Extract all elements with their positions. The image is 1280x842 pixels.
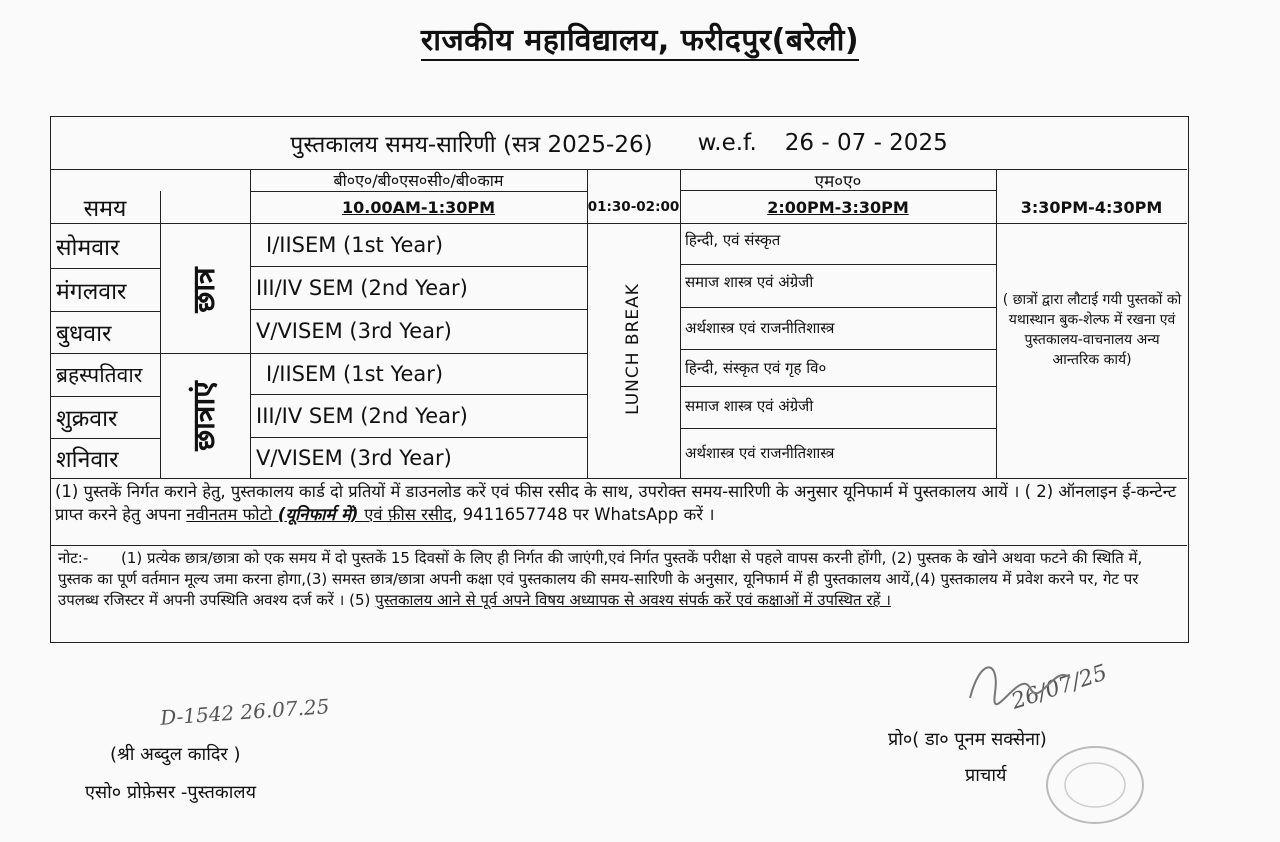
slot-afternoon: 2:00PM-3:30PM (767, 197, 909, 217)
wef-date: 26 - 07 - 2025 (784, 130, 948, 156)
right-signatory-title: प्राचार्य (965, 765, 1007, 786)
uniform-text: (यूनिफार्म में) (272, 505, 365, 524)
slot-morning: 10.00AM-1:30PM (342, 197, 495, 217)
college-title: राजकीय महाविद्यालय, फरीदपुर(बरेली) (0, 18, 1280, 59)
principal-signature (960, 648, 1090, 718)
timetable-heading: पुस्तकालय समय-सारिणी (सत्र 2025-26) w.e.f. 26 - 07 - 2025 (290, 130, 948, 158)
sem-row-4: I/IISEM (1st Year) (266, 361, 444, 386)
right-signatory-name: प्रो०( डा० पूनम सक्सेना) (888, 729, 1047, 750)
sem-row-1: I/IISEM (1st Year) (266, 233, 444, 257)
day-monday: सोमवार (56, 235, 120, 261)
day-thursday: ब्रहस्पतिवार (56, 362, 143, 387)
sem-row-3: V/VISEM (3rd Year) (256, 319, 452, 343)
course-pg-header: एम०ए० (814, 171, 862, 192)
sem-row-6: V/VISEM (3rd Year) (256, 445, 452, 470)
day-wednesday: बुधवार (56, 321, 112, 347)
sem-row-2: III/IV SEM (2nd Year) (256, 275, 468, 300)
pg-subject-2: समाज शास्त्र एवं अंग्रेजी (685, 273, 814, 291)
lunch-break-label: LUNCH BREAK (623, 283, 643, 415)
left-handwritten-mark: D-1542 26.07.25 (159, 694, 331, 730)
receipt-text: एवं फ़ीस रसीद (364, 505, 453, 524)
day-saturday: शनिवार (56, 447, 119, 473)
pg-subject-5: समाज शास्त्र एवं अंग्रेजी (685, 397, 814, 415)
instructions: (1) पुस्तकें निर्गत कराने हेतु, पुस्तकालय कार्ड दो प्रतियों में डाउनलोड करें एवं फीस रसीद के साथ, उपरोक्त समय-सारिणी के अनुसार यूनिफार्म में पुस्तकालय आयें । ( 2) ऑनलाइन ई-कन्टेन्ट प्राप्त करने हेतु अपना नवीनतम फोटो (यूनिफार्म में) एवं फ़ीस रसीद, 9411657748 पर WhatsApp करें । (55, 482, 1177, 524)
left-signatory-name: (श्री अब्दुल कादिर ) (110, 744, 241, 765)
pg-subject-1: हिन्दी, एवं संस्कृत (685, 231, 781, 249)
day-friday: शुक्रवार (56, 406, 118, 432)
pg-subject-3: अर्थशास्त्र एवं राजनीतिशास्त्र (685, 319, 835, 337)
wef-label: w.e.f. (697, 130, 757, 156)
day-tuesday: मंगलवार (56, 278, 127, 305)
pg-subject-4: हिन्दी, संस्कृत एवं गृह वि० (685, 358, 827, 377)
note: नोट:- (1) प्रत्येक छात्र/छात्रा को एक समय में दो पुस्तकें 15 दिवसों के लिए ही निर्गत की जाएंगी,एवं निर्गत पुस्तकें परीक्षा से पहले वापस करनी होंगी, (2) पुस्तक के खोने अथवा फटने की स्थिति में, पुस्तक का पूर्ण वर्तमान मूल्य जमा करना होगा,(3) समस्त छात्र/छात्रा अपनी कक्षा एवं पुस्तकालय की समय-सारिणी के अनुसार, यूनिफार्म में ही पुस्तकालय आयें,(4) पुस्तकालय में प्रवेश करने पर, गेट पर उपलब्ध रजिस्टर में अपनी उपस्थिति अवश्य दर्ज करें । (5) पुस्तकालय आने से पूर्व अपने विषय अध्यापक से अवश्य संपर्क करें एवं कक्षाओं में उपस्थित रहें । (58, 549, 1143, 609)
right-handwritten-mark: 26/07/25 (1008, 660, 1111, 715)
slot-evening: 3:30PM-4:30PM (1020, 197, 1163, 217)
slot-lunch-time: 01:30-02:00 (587, 199, 680, 215)
staff-task: ( छात्रों द्वारा लौटाई गयी पुस्तकों को यथास्थान बुक-शेल्फ में रखना एवं पुस्तकालय-वाचनालय अन्य आन्तरिक कार्य) (1002, 292, 1182, 368)
time-label: समय (83, 196, 127, 222)
group-boys: छात्र (187, 267, 222, 313)
office-stamp (1040, 740, 1150, 830)
note-label: नोट:- (58, 549, 89, 567)
group-girls: छात्राएं (187, 381, 222, 451)
photo-text: नवीनतम फोटो (186, 505, 273, 524)
note-underlined: पुस्तकालय आने से पूर्व अपने विषय अध्यापक से अवश्य संपर्क करें एवं कक्षाओं में उपस्थित रहें । (375, 591, 891, 609)
sem-row-5: III/IV SEM (2nd Year) (256, 403, 468, 428)
pg-subject-6: अर्थशास्त्र एवं राजनीतिशास्त्र (685, 444, 835, 462)
left-signatory-title: एसो० प्रोफ़ेसर -पुस्तकालय (85, 782, 257, 803)
course-ug-header: बी०ए०/बी०एस०सी०/बी०काम (333, 171, 504, 190)
